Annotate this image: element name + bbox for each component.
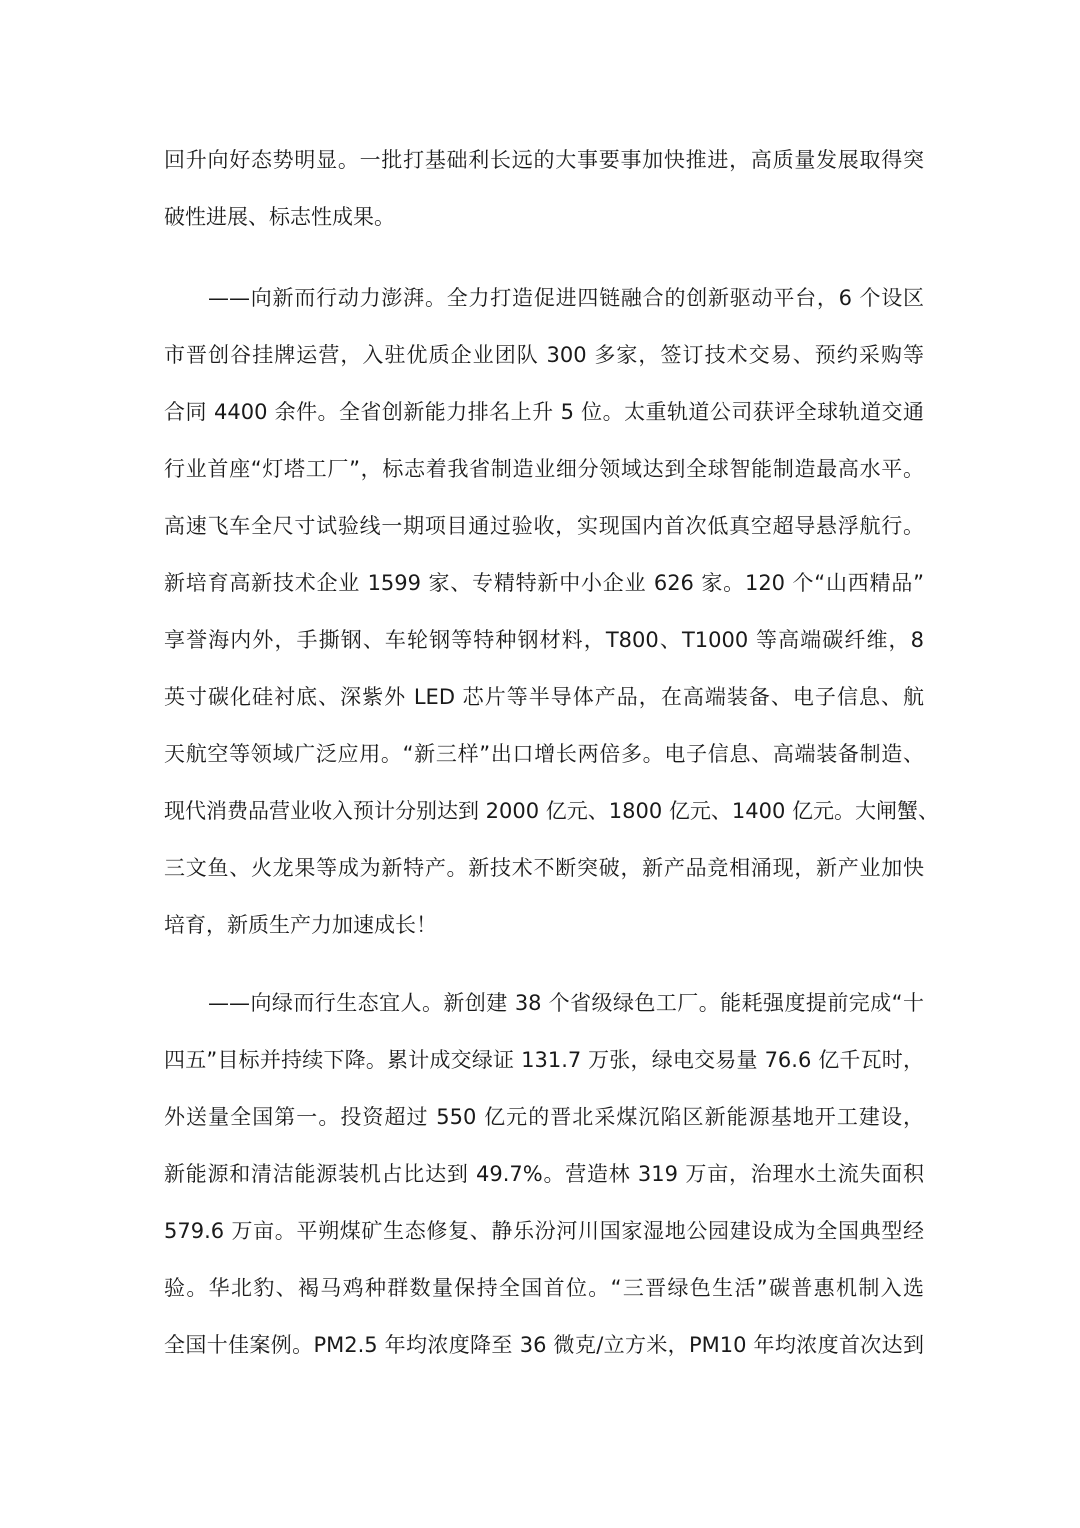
text-line: 享誉海内外，手撕钢、车轮钢等特种钢材料，T800、T1000 等高端碳纤维，8: [164, 628, 924, 652]
text-line: 行业首座“灯塔工厂”，标志着我省制造业细分领域达到全球智能制造最高水平。: [164, 457, 924, 481]
text-line: 四五”目标并持续下降。累计成交绿证 131.7 万张，绿电交易量 76.6 亿千瓦时，: [164, 1048, 924, 1072]
paragraph-first-line: ——向绿而行生态宜人。新创建 38 个省级绿色工厂。能耗强度提前完成“十: [208, 991, 924, 1015]
text-line: 现代消费品营业收入预计分别达到 2000 亿元、1800 亿元、1400 亿元。大闸蟹、: [164, 799, 940, 823]
text-line: 外送量全国第一。投资超过 550 亿元的晋北采煤沉陷区新能源基地开工建设，: [164, 1105, 924, 1129]
text-line: 合同 4400 余件。全省创新能力排名上升 5 位。太重轨道公司获评全球轨道交通: [164, 400, 924, 424]
text-line: 英寸碳化硅衬底、深紫外 LED 芯片等半导体产品，在高端装备、电子信息、航: [164, 685, 924, 709]
paragraph-first-line: ——向新而行动力澎湃。全力打造促进四链融合的创新驱动平台，6 个设区: [208, 286, 924, 310]
text-line: 天航空等领域广泛应用。“新三样”出口增长两倍多。电子信息、高端装备制造、: [164, 742, 924, 766]
text-line: 培育，新质生产力加速成长！: [164, 913, 437, 937]
text-line: 回升向好态势明显。一批打基础利长远的大事要事加快推进，高质量发展取得突: [164, 148, 924, 172]
text-line: 全国十佳案例。PM2.5 年均浓度降至 36 微克/立方米，PM10 年均浓度首次达到: [164, 1333, 924, 1357]
text-line: 高速飞车全尺寸试验线一期项目通过验收，实现国内首次低真空超导悬浮航行。: [164, 514, 924, 538]
text-line: 破性进展、标志性成果。: [164, 205, 395, 229]
text-line: 验。华北豹、褐马鸡种群数量保持全国首位。“三晋绿色生活”碳普惠机制入选: [164, 1276, 924, 1300]
text-line: 三文鱼、火龙果等成为新特产。新技术不断突破，新产品竞相涌现，新产业加快: [164, 856, 924, 880]
text-line: 市晋创谷挂牌运营，入驻优质企业团队 300 多家，签订技术交易、预约采购等: [164, 343, 924, 367]
text-line: 新能源和清洁能源装机占比达到 49.7%。营造林 319 万亩，治理水土流失面积: [164, 1162, 924, 1186]
text-line: 579.6 万亩。平朔煤矿生态修复、静乐汾河川国家湿地公园建设成为全国典型经: [164, 1219, 924, 1243]
text-line: 新培育高新技术企业 1599 家、专精特新中小企业 626 家。120 个“山西精品”: [164, 571, 924, 595]
